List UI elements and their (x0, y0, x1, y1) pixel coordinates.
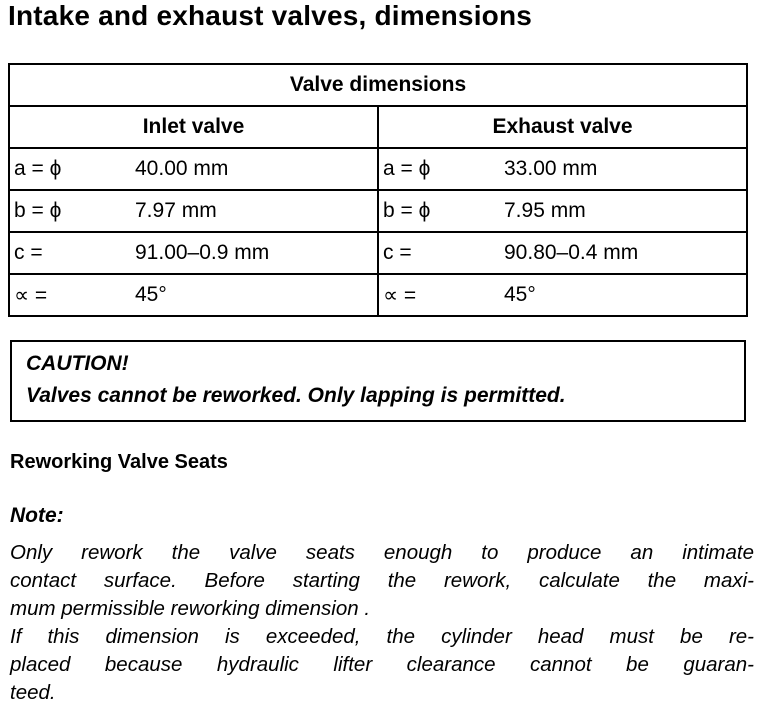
inlet-value: 45° (135, 283, 167, 306)
inlet-symbol: c = (14, 241, 43, 264)
exhaust-cell (378, 148, 747, 190)
note-line: If this dimension is exceeded, the cylinder head must be re- (10, 625, 754, 648)
inlet-value: 91.00–0.9 mm (135, 241, 270, 264)
exhaust-value: 90.80–0.4 mm (504, 241, 639, 264)
section-heading: Reworking Valve Seats (10, 451, 228, 473)
exhaust-symbol: ∝ = (383, 283, 417, 307)
note-line: teed. (10, 681, 56, 704)
inlet-symbol: b = ϕ (14, 199, 62, 222)
inlet-value: 7.97 mm (135, 199, 217, 222)
exhaust-cell (378, 232, 747, 274)
exhaust-value: 45° (504, 283, 536, 306)
inlet-cell (9, 274, 378, 316)
table-caption-row (9, 64, 747, 106)
note-body (10, 539, 754, 707)
caution-label: CAUTION! (26, 352, 129, 375)
table-row (9, 190, 747, 232)
valve-dimensions-table (8, 63, 748, 317)
exhaust-cell (378, 274, 747, 316)
exhaust-value: 33.00 mm (504, 157, 598, 180)
exhaust-cell (378, 190, 747, 232)
note-label: Note: (10, 504, 64, 527)
page-title: Intake and exhaust valves, dimensions (8, 0, 533, 31)
table-row (9, 232, 747, 274)
caution-box (10, 340, 746, 422)
inlet-symbol: a = ϕ (14, 157, 62, 180)
note-line: contact surface. Before starting the rework, calculate the maxi- (10, 569, 754, 592)
caution-text: Valves cannot be reworked. Only lapping is permitted. (26, 384, 566, 407)
table-header-row (9, 106, 747, 148)
inlet-cell (9, 190, 378, 232)
inlet-symbol: ∝ = (14, 283, 48, 307)
inlet-cell (9, 148, 378, 190)
exhaust-symbol: a = ϕ (383, 157, 431, 180)
note-line: mum permissible reworking dimension . (10, 597, 371, 620)
table-row (9, 274, 747, 316)
note-line: Only rework the valve seats enough to produce an intimate (10, 541, 754, 564)
exhaust-symbol: b = ϕ (383, 199, 431, 222)
exhaust-symbol: c = (383, 241, 412, 264)
table-row (9, 148, 747, 190)
inlet-cell (9, 232, 378, 274)
exhaust-value: 7.95 mm (504, 199, 586, 222)
table-caption: Valve dimensions (9, 64, 747, 106)
header-inlet-valve: Inlet valve (9, 106, 378, 148)
inlet-value: 40.00 mm (135, 157, 229, 180)
header-exhaust-valve: Exhaust valve (378, 106, 747, 148)
note-line: placed because hydraulic lifter clearance cannot be guaran- (10, 653, 754, 676)
